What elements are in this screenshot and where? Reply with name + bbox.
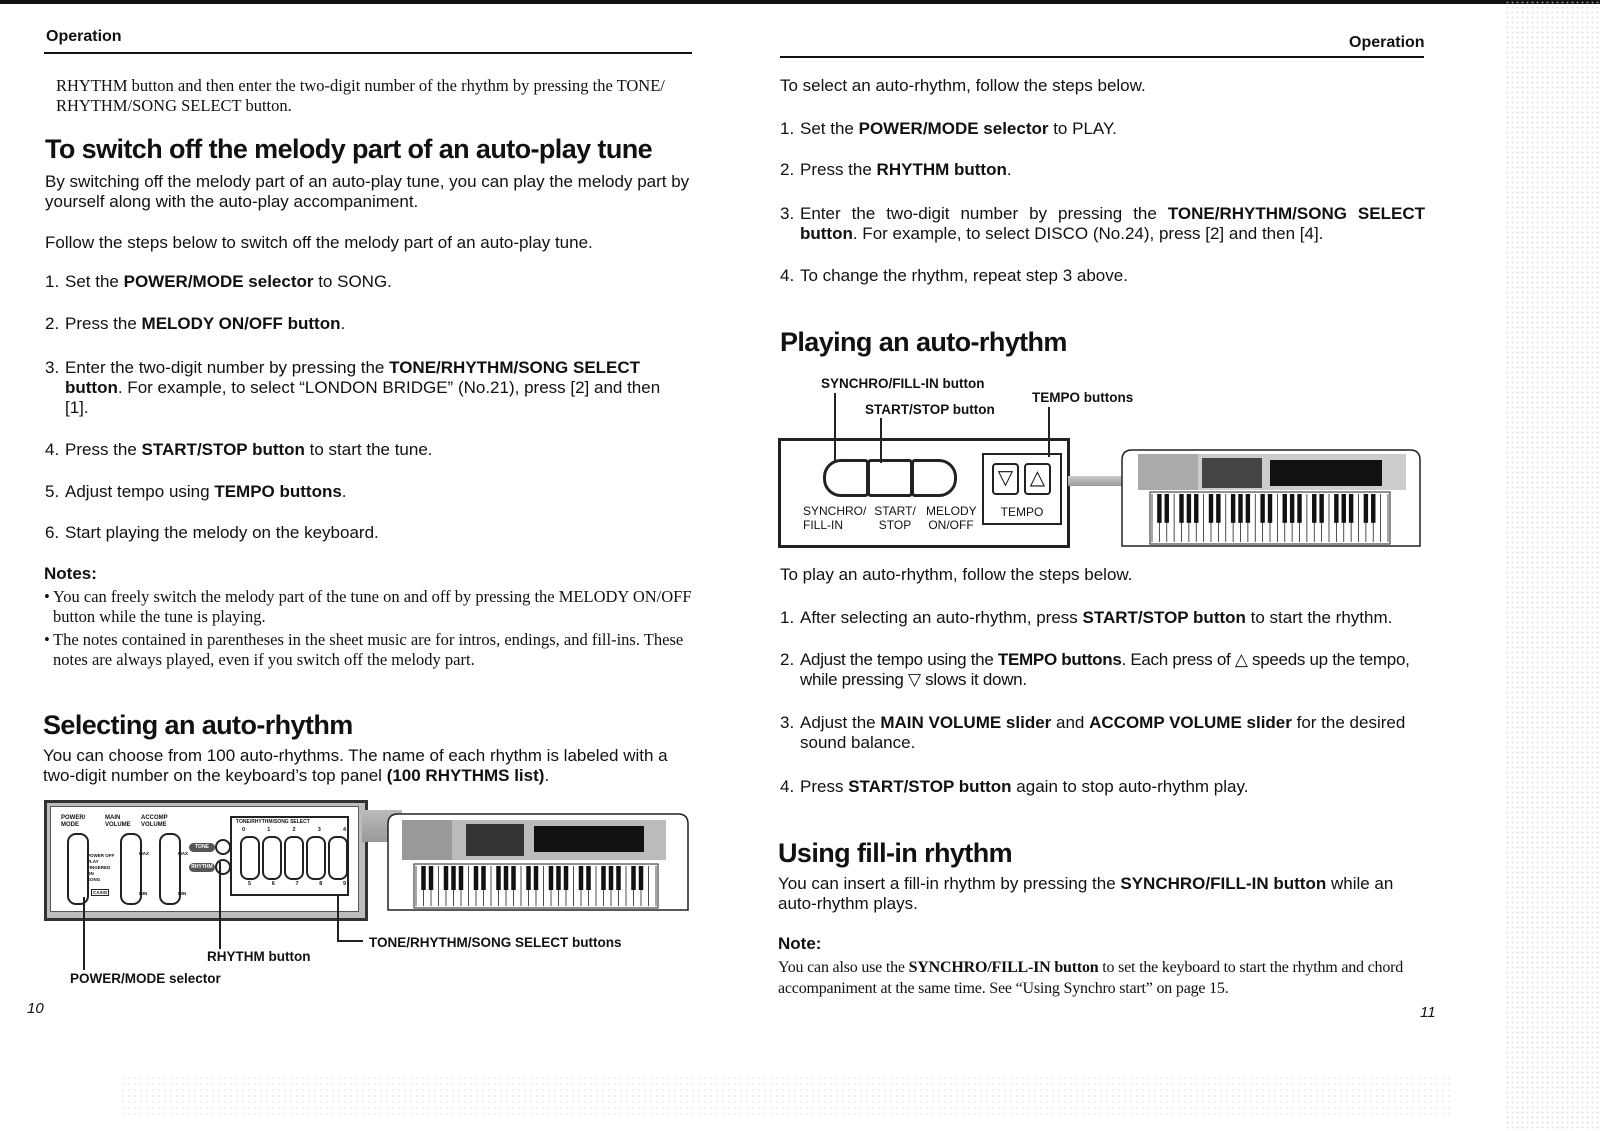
black-key <box>511 866 516 890</box>
black-key <box>586 866 591 890</box>
step-bold: TONE/RHYTHM/SONG SELECT button <box>65 358 641 397</box>
step-text: Press the <box>65 314 142 333</box>
step-text: to PLAY. <box>1048 119 1117 138</box>
step-text: Adjust the tempo using the <box>800 650 998 669</box>
select-title: TONE/RHYTHM/SONG SELECT <box>236 819 310 825</box>
page-header: Operation <box>46 28 122 45</box>
black-key <box>1165 494 1169 523</box>
black-key <box>1238 494 1242 523</box>
black-key <box>1194 494 1198 523</box>
black-key <box>1349 494 1353 523</box>
black-key <box>1283 494 1287 523</box>
keyboard-illustration <box>386 812 690 912</box>
digit-label: 8 <box>319 881 323 887</box>
step-number: 4. <box>780 266 795 285</box>
power-mode-slider[interactable] <box>67 833 89 905</box>
step-bold: POWER/MODE selector <box>123 272 314 291</box>
step-text: . For example, to select “LONDON BRIDGE” (No.21), press [2] and then [1]. <box>65 378 661 417</box>
black-key <box>1187 494 1191 523</box>
black-key <box>496 866 501 890</box>
black-key <box>1334 494 1338 523</box>
section-paragraph: By switching off the melody part of an auto-play tune, you can play the melody part by yourself along with the auto-play accompaniment. <box>45 172 690 211</box>
indicator-lamp <box>215 859 231 875</box>
black-key <box>1290 494 1294 523</box>
step-bold: TONE/RHYTHM/SONG SELECT button <box>800 204 1425 243</box>
step-text: Set the <box>65 272 124 291</box>
intro-text: To select an auto-rhythm, follow the steps below. <box>780 76 1146 95</box>
black-key <box>1268 494 1272 523</box>
step-number: 3. <box>780 713 795 732</box>
mode-options <box>87 853 114 883</box>
step-text: . <box>340 314 346 333</box>
callout-line <box>337 940 363 942</box>
step-bold: START/STOP button <box>1082 608 1246 627</box>
note-text <box>778 957 1423 999</box>
paragraph-bold: (100 RHYTHMS list) <box>386 766 545 785</box>
black-key <box>1319 494 1323 523</box>
black-key <box>631 866 636 890</box>
black-key <box>421 866 426 890</box>
callout-line <box>219 862 221 949</box>
label-rhythm-button: RHYTHM button <box>207 949 311 964</box>
step-bold: START/STOP button <box>141 440 305 459</box>
paragraph-bold: SYNCHRO/FILL-IN button <box>1120 874 1327 893</box>
select-button[interactable] <box>328 836 348 880</box>
step-text: . <box>1006 160 1012 179</box>
step-text: . <box>341 482 347 501</box>
black-key <box>1209 494 1213 523</box>
black-key <box>609 866 614 890</box>
step-number: 3. <box>45 358 60 377</box>
step-number: 1. <box>780 119 795 138</box>
melody-on-off-button[interactable] <box>911 459 957 497</box>
note-bullet: • The notes contained in parentheses in the sheet music are for intros, endings, and fill-ins. These notes are always played, even if you switch off the melody part. <box>44 630 694 670</box>
step-text: to start the tune. <box>304 440 433 459</box>
page-right <box>780 0 1600 1131</box>
panel-label: POWER/ MODE <box>61 815 86 828</box>
volume-max: MAX <box>178 851 188 856</box>
black-key <box>616 866 621 890</box>
brand-label: CASIO <box>93 890 108 895</box>
select-buttons-frame <box>230 816 349 896</box>
step-number: 3. <box>780 204 795 223</box>
rhythm-button[interactable]: RHYTHM <box>189 863 215 872</box>
black-key <box>1157 494 1161 523</box>
black-key <box>1342 494 1346 523</box>
black-key <box>549 866 554 890</box>
label-tempo: TEMPO buttons <box>1032 390 1134 405</box>
step-text: Press the <box>65 440 142 459</box>
step-text: . For example, to select DISCO (No.24), press [2] and then [4]. <box>852 224 1324 243</box>
digit-label: 6 <box>271 881 275 887</box>
paragraph-text: You can insert a fill-in rhythm by pressing the <box>778 874 1121 893</box>
mode-option: POWER OFF <box>87 853 115 858</box>
step-bold: RHYTHM button <box>876 160 1007 179</box>
step-text: After selecting an auto-rhythm, press <box>800 608 1083 627</box>
black-key <box>564 866 569 890</box>
mode-option: PLAY <box>87 859 99 864</box>
step-number: 4. <box>45 440 60 459</box>
step-number: 5. <box>45 482 60 501</box>
paragraph-text: while an auto-rhythm plays. <box>778 874 1394 913</box>
step-text: To change the rhythm, repeat step 3 above. <box>800 266 1128 285</box>
digit-label: 2 <box>292 827 296 833</box>
intro-text: RHYTHM button and then enter the two-digit number of the rhythm by pressing the TONE/ RHYTHM/SONG SELECT button. <box>56 76 665 115</box>
button-panel-figure <box>778 438 1070 548</box>
step-number: 2. <box>780 160 795 179</box>
step-bold: START/STOP button <box>848 777 1012 796</box>
black-key <box>1216 494 1220 523</box>
section-paragraph: To play an auto-rhythm, follow the steps below. <box>780 565 1133 584</box>
step-text: and <box>1051 713 1090 732</box>
section-title: To switch off the melody part of an auto-play tune <box>45 134 653 164</box>
digit-row-top <box>242 827 346 833</box>
black-key <box>1179 494 1183 523</box>
step-text: to start the rhythm. <box>1245 608 1393 627</box>
step-text: Adjust tempo using <box>65 482 215 501</box>
callout-line <box>83 897 85 970</box>
step-text: Adjust the <box>800 713 881 732</box>
page-left <box>0 0 780 1131</box>
label-power-mode: POWER/MODE selector <box>70 971 221 986</box>
step-text: Set the <box>800 119 859 138</box>
black-key <box>534 866 539 890</box>
mode-option: ON <box>87 871 94 876</box>
step-number: 1. <box>780 608 795 627</box>
black-key <box>474 866 479 890</box>
zoom-connector <box>1068 476 1124 486</box>
black-key <box>1371 494 1375 523</box>
black-key <box>481 866 486 890</box>
digit-label: 9 <box>342 881 346 887</box>
paragraph-text: You can choose from 100 auto-rhythms. The name of each rhythm is labeled with a two-digit number on the keyboard’s top panel <box>43 746 668 785</box>
step-number: 2. <box>45 314 60 333</box>
page-number: 11 <box>1420 1004 1436 1021</box>
note-text-part: You can also use the <box>778 959 909 976</box>
notes-title: Notes: <box>44 564 97 583</box>
volume-min: MIN <box>178 891 187 896</box>
digit-label: 0 <box>242 827 246 833</box>
section-paragraph <box>43 746 698 786</box>
page-number: 10 <box>27 1000 44 1017</box>
tone-button[interactable]: TONE <box>189 843 215 852</box>
digit-label: 7 <box>295 881 299 887</box>
panel-label: MAIN VOLUME <box>105 815 131 828</box>
step-text: Press the <box>800 160 877 179</box>
start-stop-button[interactable] <box>867 459 913 497</box>
black-key <box>1297 494 1301 523</box>
melody-label: MELODY ON/OFF <box>926 504 977 532</box>
step-text: . Each press of △ speeds up the tempo, while pressing ▽ slows it down. <box>800 650 1410 689</box>
indicator-lamp <box>215 839 231 855</box>
black-key <box>429 866 434 890</box>
black-key <box>1246 494 1250 523</box>
black-key <box>601 866 606 890</box>
volume-min: MIN <box>139 891 148 896</box>
header-rule <box>780 56 1424 58</box>
tempo-down-button[interactable]: ▽ <box>992 463 1019 495</box>
section-title: Using fill-in rhythm <box>778 838 1012 868</box>
digit-row-bottom <box>248 881 346 887</box>
step-number: 4. <box>780 777 795 796</box>
note-text: The notes contained in parentheses in the sheet music are for intros, endings, and fill-ins. These notes are always played, even if you switch off the melody part. <box>53 630 684 669</box>
control-panel-figure <box>44 800 368 921</box>
step-number: 6. <box>45 523 60 542</box>
note-text-part: to set the keyboard to start the rhythm and chord accompaniment at the same time. See “Using Synchro start” on page 15. <box>778 959 1404 997</box>
digit-label: 4 <box>342 827 346 833</box>
note-bullet: • You can freely switch the melody part of the tune on and off by pressing the MELODY ON/OFF button while the tune is playing. <box>44 587 694 627</box>
step-bold: MAIN VOLUME slider <box>880 713 1052 732</box>
note-title: Note: <box>778 934 822 953</box>
digit-label: 3 <box>317 827 321 833</box>
callout-line <box>337 896 339 942</box>
black-key <box>579 866 584 890</box>
label-select-buttons: TONE/RHYTHM/SONG SELECT buttons <box>369 935 622 950</box>
step-text: Press <box>800 777 849 796</box>
black-key <box>504 866 509 890</box>
step-text: for the desired sound balance. <box>800 713 1406 752</box>
black-key <box>1364 494 1368 523</box>
keyboard-illustration <box>1120 448 1422 548</box>
step-number: 1. <box>45 272 60 291</box>
select-button[interactable] <box>240 836 260 880</box>
black-key <box>1231 494 1235 523</box>
synchro-fill-in-button[interactable] <box>823 459 869 497</box>
note-bold: SYNCHRO/FILL-IN button <box>908 959 1099 976</box>
paragraph-text: . <box>544 766 550 785</box>
black-key <box>1260 494 1264 523</box>
black-key <box>639 866 644 890</box>
step-bold: MELODY ON/OFF button <box>141 314 341 333</box>
volume-max: MAX <box>139 851 149 856</box>
black-key <box>444 866 449 890</box>
panel-label: ACCOMP VOLUME <box>141 815 168 828</box>
select-button[interactable] <box>284 836 304 880</box>
select-button[interactable] <box>262 836 282 880</box>
step-number: 2. <box>780 650 795 669</box>
tempo-up-button[interactable]: △ <box>1024 463 1051 495</box>
black-key <box>451 866 456 890</box>
step-bold: POWER/MODE selector <box>858 119 1049 138</box>
step-bold: TEMPO buttons <box>214 482 342 501</box>
select-button[interactable] <box>306 836 326 880</box>
header-rule <box>44 52 692 54</box>
section-paragraph <box>778 874 1423 914</box>
start-stop-label: START/ STOP <box>874 504 916 532</box>
black-key <box>459 866 464 890</box>
mode-option: FINGERED <box>87 865 111 870</box>
black-key <box>1312 494 1316 523</box>
step-text: to SONG. <box>313 272 392 291</box>
digit-label: 1 <box>267 827 271 833</box>
synchro-label: SYNCHRO/ FILL-IN <box>803 504 867 532</box>
section-paragraph: Follow the steps below to switch off the melody part of an auto-play tune. <box>45 233 593 252</box>
black-key <box>526 866 531 890</box>
step-text: Start playing the melody on the keyboard. <box>65 523 379 542</box>
step-text: again to stop auto-rhythm play. <box>1011 777 1249 796</box>
step-bold: ACCOMP VOLUME slider <box>1089 713 1292 732</box>
tempo-label: TEMPO <box>1000 505 1044 519</box>
digit-label: 5 <box>248 881 252 887</box>
label-startstop: START/STOP button <box>865 402 995 417</box>
section-title: Playing an auto-rhythm <box>780 327 1067 357</box>
tempo-button-frame <box>982 453 1062 525</box>
label-synchro: SYNCHRO/FILL-IN button <box>821 376 985 391</box>
page-header: Operation <box>1349 34 1425 51</box>
step-text: Enter the two-digit number by pressing the <box>800 204 1168 223</box>
black-key <box>556 866 561 890</box>
mode-option: SONG <box>87 877 101 882</box>
note-text: You can freely switch the melody part of the tune on and off by pressing the MELODY ON/OFF button while the tune is playing. <box>53 587 692 626</box>
section-title: Selecting an auto-rhythm <box>43 710 353 740</box>
step-bold: TEMPO buttons <box>997 650 1122 669</box>
step-text: Enter the two-digit number by pressing the <box>65 358 390 377</box>
